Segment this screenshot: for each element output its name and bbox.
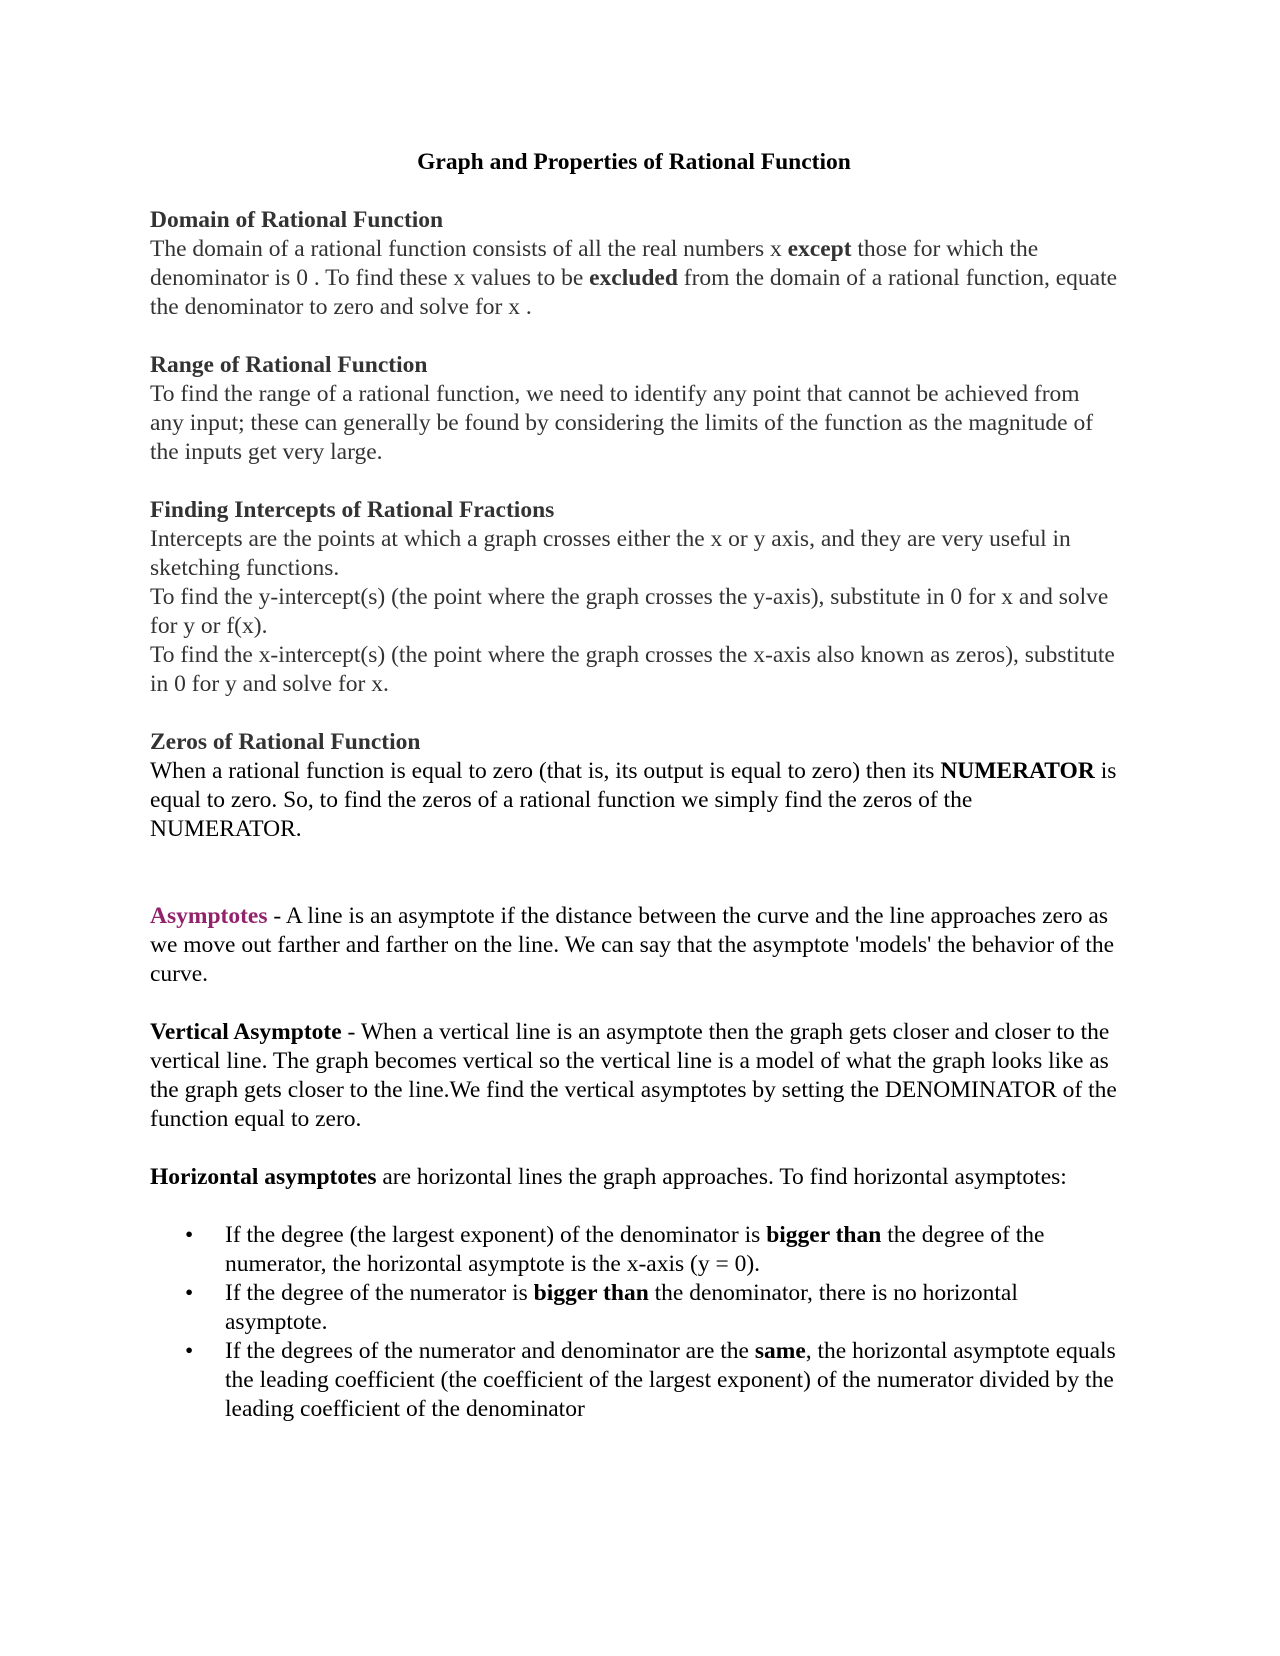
domain-heading: Domain of Rational Function	[150, 207, 444, 233]
domain-bold-except: except	[787, 236, 852, 262]
zeros-section	[150, 728, 1118, 844]
bullet-icon: •	[185, 1338, 194, 1364]
intercepts-section	[150, 496, 1118, 699]
domain-text-1: The domain of a rational function consists of all the real numbers x	[150, 236, 788, 262]
bullet-icon: •	[185, 1280, 194, 1306]
domain-bold-excluded: excluded	[589, 265, 678, 291]
domain-text-2: those for which the denominator is 0 . To find these x values to be	[150, 236, 1039, 291]
asymptotes-paragraph	[150, 902, 1118, 989]
zeros-bold-numerator: NUMERATOR	[940, 758, 1095, 784]
asymptotes-section	[150, 902, 1118, 989]
list-item-text-2: , the horizontal asymptote equals the leading coefficient (the coefficient of the largest exponent) of the numerator divided by the leading coefficient of the denominator	[225, 1338, 1116, 1422]
page-title: Graph and Properties of Rational Function	[417, 149, 851, 175]
domain-section	[150, 206, 1118, 322]
domain-text-3: from the domain of a rational function, equate the denominator to zero and solve for x .	[150, 265, 1118, 320]
document-page	[150, 148, 1118, 1424]
horizontal-asymptote-rules-list	[150, 1221, 1118, 1424]
zeros-text-2: is equal to zero. So, to find the zeros of a rational function we simply find the zeros of the NUMERATOR.	[150, 758, 1117, 842]
blank-line	[150, 873, 1118, 902]
intercepts-paragraph-2: To find the y-intercept(s) (the point where the graph crosses the y-axis), substitute in 0 for x and solve for y or f(x).	[150, 584, 1109, 639]
list-item-text-1: If the degree of the numerator is	[225, 1280, 534, 1306]
list-item-bold: bigger than	[533, 1280, 649, 1306]
list-item-bold: same	[754, 1338, 806, 1364]
vertical-asymptote-text: - When a vertical line is an asymptote then the graph gets closer and closer to the vertical line. The graph becomes vertical so the vertical line is a model of what the graph looks like as the graph gets closer to the line.We find the vertical asymptotes by setting the DENOMINATOR of the function equal to zero.	[150, 1019, 1117, 1132]
horizontal-asymptote-label: Horizontal asymptotes	[150, 1164, 377, 1190]
range-section	[150, 351, 1118, 467]
list-item	[150, 1221, 1118, 1279]
domain-paragraph	[150, 235, 1118, 322]
horizontal-asymptote-text: are horizontal lines the graph approaches. To find horizontal asymptotes:	[376, 1164, 1067, 1190]
horizontal-asymptote-paragraph	[150, 1163, 1118, 1192]
intercepts-paragraph-1: Intercepts are the points at which a graph crosses either the x or y axis, and they are very useful in sketching functions.	[150, 526, 1071, 581]
list-item-bold: bigger than	[766, 1222, 882, 1248]
list-item-text-2: the denominator, there is no horizontal asymptote.	[225, 1280, 1018, 1335]
bullet-icon: •	[185, 1222, 194, 1248]
zeros-text-1: When a rational function is equal to zero (that is, its output is equal to zero) then its	[150, 758, 941, 784]
horizontal-asymptote-section	[150, 1163, 1118, 1192]
zeros-paragraph	[150, 757, 1118, 844]
range-heading: Range of Rational Function	[150, 352, 428, 378]
asymptotes-text: - A line is an asymptote if the distance between the curve and the line approaches zero as we move out farther and farther on the line. We can say that the asymptote 'models' the behavior of the curve.	[150, 903, 1115, 987]
intercepts-paragraph-3: To find the x-intercept(s) (the point where the graph crosses the x-axis also known as zeros), substitute in 0 for y and solve for x.	[150, 642, 1115, 697]
vertical-asymptote-paragraph	[150, 1018, 1118, 1134]
list-item-text-1: If the degrees of the numerator and denominator are the	[225, 1338, 755, 1364]
asymptotes-label: Asymptotes	[150, 903, 268, 929]
list-item-text-2: the degree of the numerator, the horizontal asymptote is the x-axis (y = 0).	[225, 1222, 1045, 1277]
list-item	[150, 1337, 1118, 1424]
range-paragraph: To find the range of a rational function, we need to identify any point that cannot be achieved from any input; these can generally be found by considering the limits of the function as the magnitude of the inputs get very large.	[150, 381, 1094, 465]
vertical-asymptote-section	[150, 1018, 1118, 1134]
vertical-asymptote-label: Vertical Asymptote	[150, 1019, 342, 1045]
zeros-heading: Zeros of Rational Function	[150, 729, 421, 755]
intercepts-heading: Finding Intercepts of Rational Fractions	[150, 497, 555, 523]
list-item	[150, 1279, 1118, 1337]
list-item-text-1: If the degree (the largest exponent) of the denominator is	[225, 1222, 767, 1248]
